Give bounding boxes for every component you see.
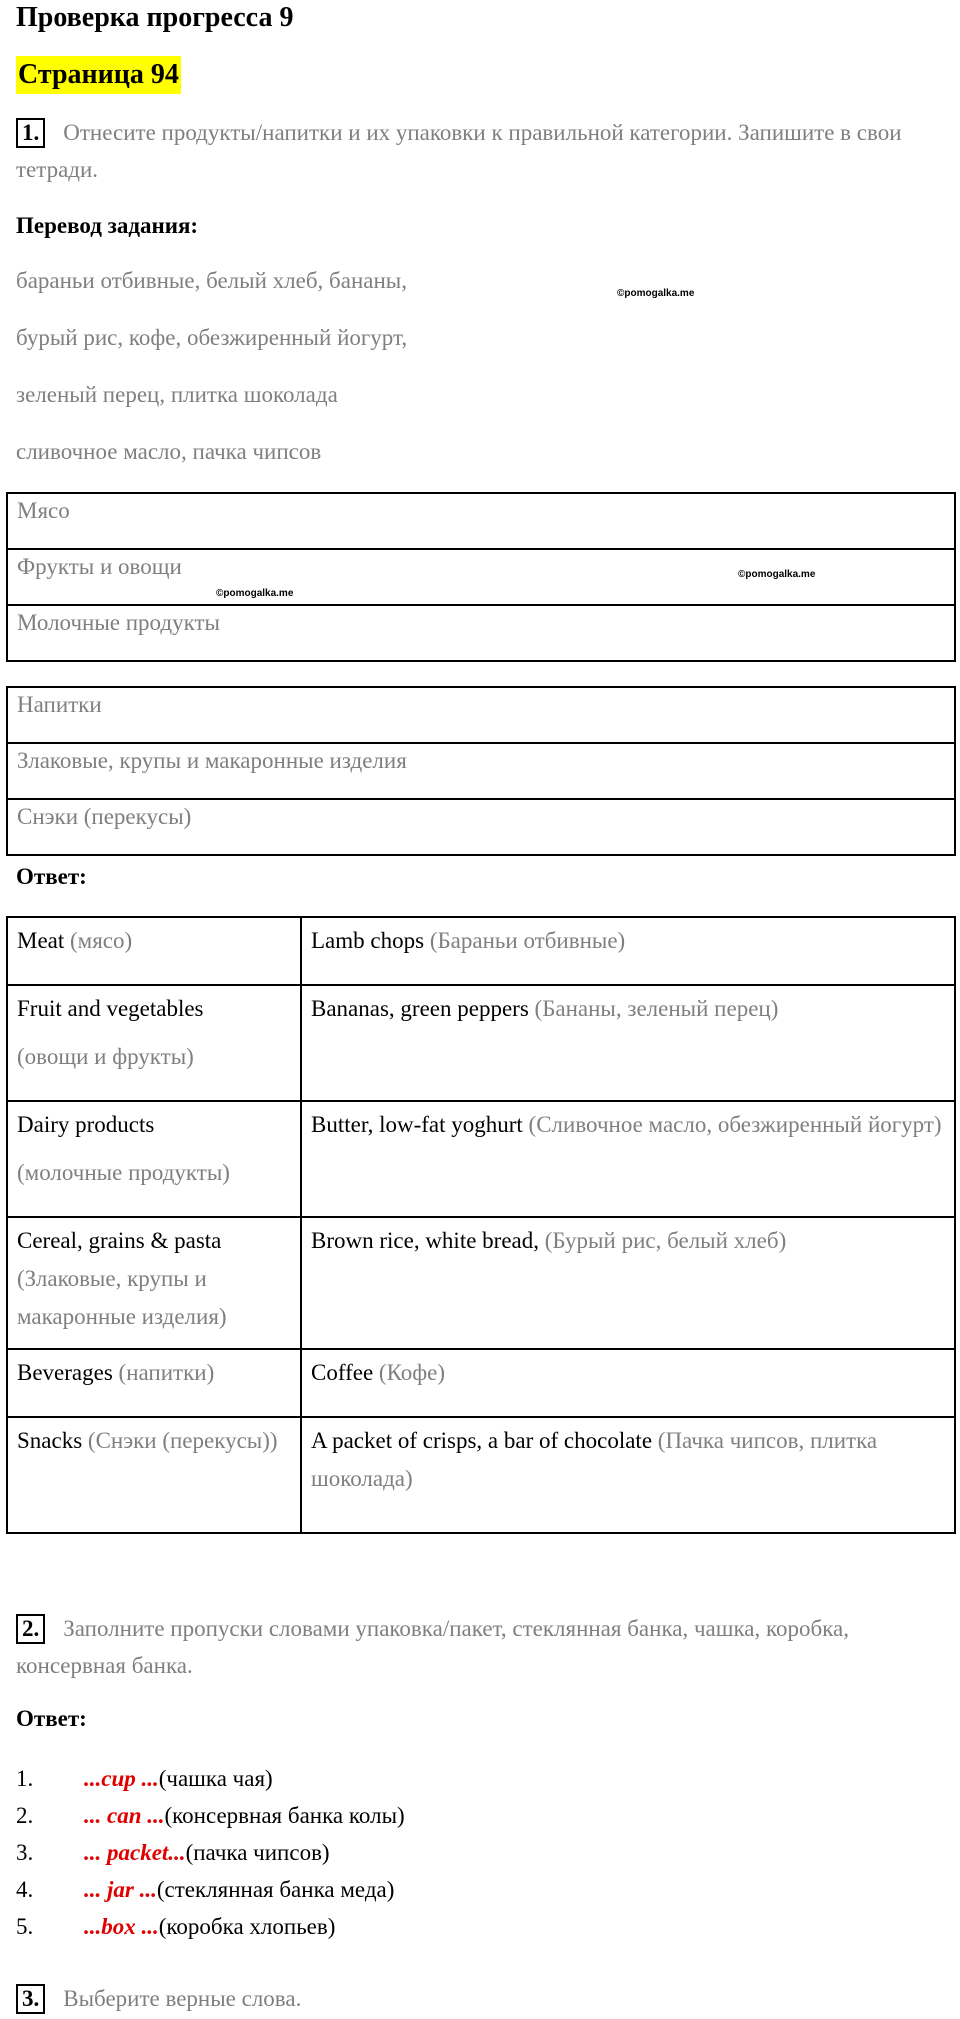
items-cell: Brown rice, white bread, (Бурый рис, белый хлеб) [301, 1217, 955, 1349]
list-item: 2. ... can ... (консервная банка колы) [16, 1803, 405, 1828]
category-cell: Snacks (Снэки (перекусы)) [7, 1417, 301, 1533]
page-title: Проверка прогресса 9 [16, 2, 294, 33]
items-cell: A packet of crisps, a bar of chocolate (Пачка чипсов, плитка шоколада) [301, 1417, 955, 1533]
task-1-instruction [16, 114, 936, 188]
category-cell: Cereal, grains & pasta (Злаковые, крупы и макаронные изделия) [7, 1217, 301, 1349]
category-label: Фрукты и овощи [17, 554, 182, 579]
answer-heading: Ответ: [16, 1706, 87, 1731]
answer-heading: Ответ: [16, 864, 87, 889]
answer-table [6, 916, 956, 1534]
category-cell: Злаковые, крупы и макаронные изделия [7, 743, 955, 799]
table-row [7, 1101, 955, 1217]
watermark: ©pomogalka.me [738, 569, 816, 580]
task-1-number: 1. [16, 118, 45, 148]
category-cell: Beverages (напитки) [7, 1349, 301, 1417]
table-row [7, 985, 955, 1101]
category-cell: Meat (мясо) [7, 917, 301, 985]
list-item: 4. ... jar ... (стеклянная банка меда) [16, 1877, 395, 1902]
items-cell: Lamb chops (Бараньи отбивные) [301, 917, 955, 985]
page-number-label: Страница 94 [16, 56, 181, 94]
items-cell: Butter, low-fat yoghurt (Сливочное масло, обезжиренный йогурт) [301, 1101, 955, 1217]
table-row [7, 1417, 955, 1533]
table-row [7, 1217, 955, 1349]
task-1-text: Отнесите продукты/напитки и их упаковки к правильной категории. Запишите в свои тетради. [16, 120, 902, 182]
list-item: 1. ...cup ... (чашка чая) [16, 1766, 273, 1791]
translation-line: сливочное масло, пачка чипсов [16, 439, 322, 464]
watermark: ©pomogalka.me [216, 588, 294, 599]
task-2-number: 2. [16, 1614, 45, 1644]
task-3-number: 3. [16, 1984, 45, 2014]
translation-heading: Перевод задания: [16, 213, 199, 238]
items-cell: Bananas, green peppers (Бананы, зеленый перец) [301, 985, 955, 1101]
category-cell: Напитки [7, 687, 955, 743]
category-cell: Мясо [7, 493, 955, 549]
task-2-instruction [16, 1610, 936, 1684]
translation-line: зеленый перец, плитка шоколада [16, 382, 338, 407]
category-cell: Снэки (перекусы) [7, 799, 955, 855]
task-3-instruction [16, 1980, 936, 2017]
items-cell: Coffee (Кофе) [301, 1349, 955, 1417]
category-cell: Молочные продукты [7, 605, 955, 661]
translation-line: бараньи отбивные, белый хлеб, бананы, [16, 268, 407, 293]
table-row [7, 1349, 955, 1417]
category-cell: Dairy products (молочные продукты) [7, 1101, 301, 1217]
watermark: ©pomogalka.me [617, 288, 695, 299]
category-table-b [6, 686, 956, 856]
task-2-text: Заполните пропуски словами упаковка/пакет, стеклянная банка, чашка, коробка, консервная банка. [16, 1616, 849, 1678]
translation-line: бурый рис, кофе, обезжиренный йогурт, [16, 325, 408, 350]
table-row [7, 917, 955, 985]
answer-list [16, 1760, 405, 1945]
category-cell: Fruit and vegetables (овощи и фрукты) [7, 985, 301, 1101]
list-item: 3. ... packet... (пачка чипсов) [16, 1840, 330, 1865]
list-item: 5. ...box ... (коробка хлопьев) [16, 1914, 336, 1939]
task-3-text: Выберите верные слова. [63, 1986, 302, 2011]
